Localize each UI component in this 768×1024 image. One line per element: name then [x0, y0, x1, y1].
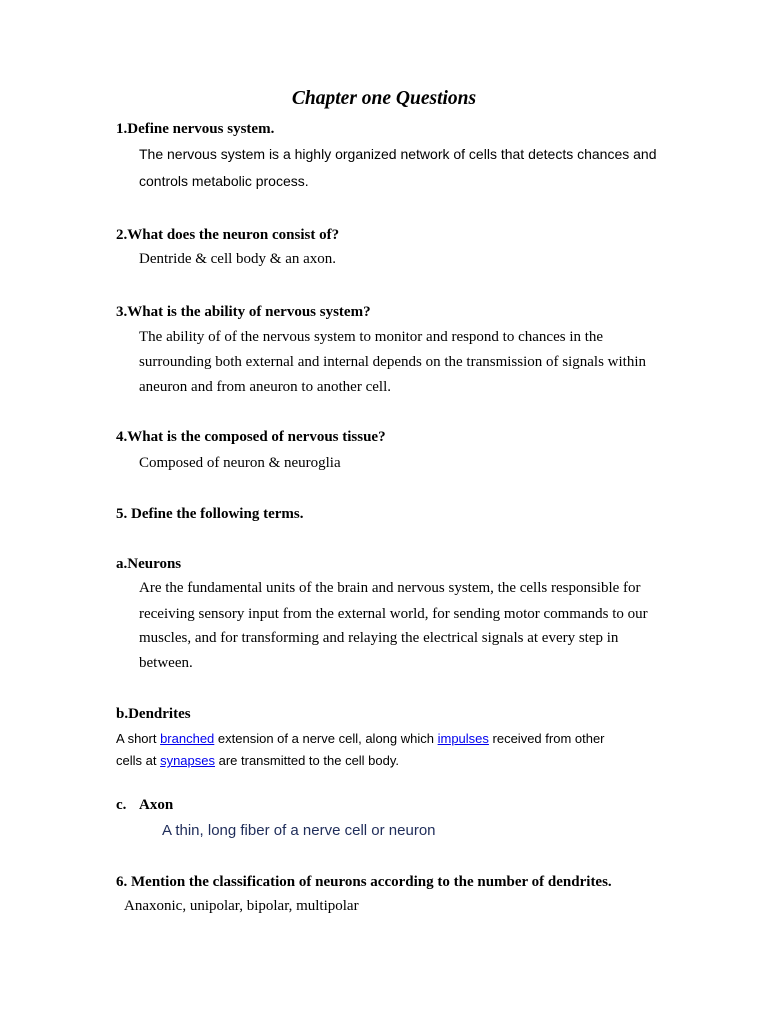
question-2: 2.What does the neuron consist of? [116, 227, 340, 243]
question-6: 6. Mention the classification of neurons according to the number of dendrites. [116, 874, 612, 890]
answer-3-line-3: aneuron and from aneuron to another cell. [139, 379, 391, 395]
term-c-label: c. [116, 797, 127, 813]
answer-4: Composed of neuron & neuroglia [139, 455, 341, 471]
term-c-definition: A thin, long fiber of a nerve cell or neuron [162, 822, 436, 839]
term-b-text: cells at [116, 753, 161, 768]
question-1: 1.Define nervous system. [116, 121, 275, 137]
page-title: Chapter one Questions [291, 88, 477, 109]
term-a-line-2: receiving sensory input from the external world, for sending motor commands to our [139, 606, 648, 622]
answer-3-line-2: surrounding both external and internal depends on the transmission of signals within [139, 354, 646, 370]
term-b-line-1 [116, 731, 605, 746]
branched-link[interactable]: branched [160, 731, 215, 746]
answer-6: Anaxonic, unipolar, bipolar, multipolar [124, 898, 359, 914]
question-3: 3.What is the ability of nervous system? [116, 304, 371, 320]
synapses-link[interactable]: synapses [160, 753, 215, 768]
term-b-label: b.Dendrites [116, 706, 191, 722]
answer-3-line-1: The ability of of the nervous system to monitor and respond to chances in the [139, 329, 604, 345]
term-a-line-3: muscles, and for transforming and relaying the electrical signals at every step in [139, 630, 619, 646]
term-b-line-2 [116, 753, 399, 768]
term-a-label: a.Neurons [116, 556, 182, 572]
term-b-text: A short [116, 731, 161, 746]
term-a-line-1: Are the fundamental units of the brain and nervous system, the cells responsible for [139, 580, 641, 596]
term-c-term: Axon [139, 797, 174, 813]
term-a-line-4: between. [139, 655, 193, 671]
term-b-text: extension of a nerve cell, along which [214, 731, 438, 746]
question-5: 5. Define the following terms. [116, 506, 304, 522]
answer-2: Dentride & cell body & an axon. [139, 251, 337, 267]
answer-1-line-2: controls metabolic process. [139, 173, 309, 189]
term-b-text: are transmitted to the cell body. [215, 753, 400, 768]
impulses-link[interactable]: impulses [437, 731, 489, 746]
question-4: 4.What is the composed of nervous tissue? [116, 429, 386, 445]
term-b-text: received from other [488, 731, 605, 746]
answer-1-line-1: The nervous system is a highly organized network of cells that detects chances and [139, 146, 657, 162]
